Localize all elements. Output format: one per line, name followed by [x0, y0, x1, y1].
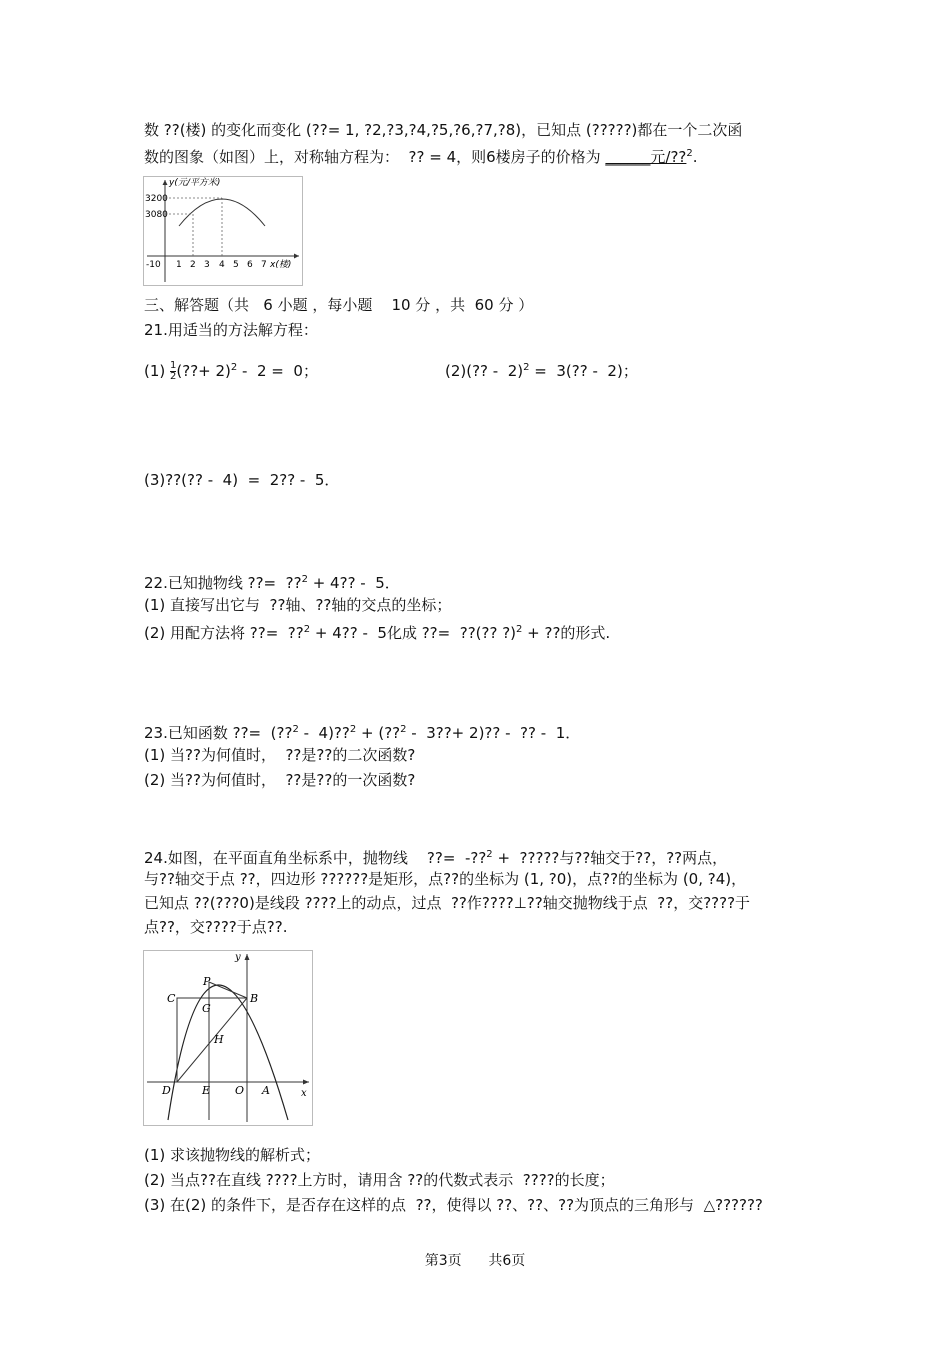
q23-title-mid2: + (?? — [356, 724, 401, 742]
q24-line3: 已知点 ??(???0)是线段 ????上的动点，过点 ??作????⊥??轴交抛物线于点 ??，交????于 — [144, 894, 751, 912]
q23-exp2: 2 — [349, 724, 357, 735]
parabola-curve — [168, 985, 288, 1120]
x-tick-5: 5 — [233, 260, 239, 270]
x-axis-label: x(楼) — [270, 260, 292, 270]
q21-part3: (3)??(?? - 4) = 2?? - 5． — [144, 471, 340, 489]
x-axis-arrow — [294, 254, 299, 259]
q24-line1 — [144, 845, 727, 868]
answer-blank: ______元/?? — [605, 148, 687, 166]
q23-title-rest: - 3??+ 2)?? - ?? - 1． — [406, 724, 581, 742]
q21-part1-rest: - 2 = 0； — [237, 362, 318, 380]
q24-line4: 点??，交????于点??. — [144, 918, 288, 936]
q23-part2: (2) 当??为何值时， ??是??的一次函数? — [144, 771, 416, 789]
q24-line2: 与??轴交于点 ??，四边形 ??????是矩形，点??的坐标为 (1, ?0)，点??的坐标为 (0, ?4)， — [144, 870, 747, 888]
x-tick-4: 4 — [219, 260, 225, 270]
q24-part1: (1) 求该抛物线的解析式； — [144, 1146, 321, 1164]
q22-title-exponent: 2 — [301, 574, 308, 585]
q22-part2-mid: + 4?? - 5化成 ??= ??(?? ?) — [310, 624, 517, 642]
y-tick-3080: 3080 — [145, 210, 168, 220]
q24-line1-rest: + ?????与??轴交于??，??两点， — [492, 849, 728, 867]
fraction-numerator: 1 — [170, 360, 177, 371]
q22-part2-text: (2) 用配方法将 ??= ?? — [144, 624, 304, 642]
label-d: D — [162, 1084, 171, 1097]
x-tick-6: 6 — [247, 260, 253, 270]
x-tick-neg1: -1 — [146, 260, 155, 270]
q21-part1-expr: (??+ 2) — [176, 362, 231, 380]
parabola-rectangle-figure — [143, 950, 313, 1126]
parabola-rectangle-figure-svg — [143, 950, 313, 1126]
q23-part1: (1) 当??为何值时， ??是??的二次函数? — [144, 746, 416, 764]
y-tick-3200: 3200 — [145, 194, 168, 204]
q22-part2-rest: + ??的形式. — [522, 624, 611, 642]
section-heading: 三、解答题（共 6 小题 ，每小题 10 分 ，共 60 分 ） — [144, 296, 534, 314]
label-g: G — [202, 1002, 211, 1015]
q22-title-rest: + 4?? - 5． — [307, 574, 400, 592]
x-tick-2: 2 — [190, 260, 196, 270]
y-axis-arrow — [163, 180, 168, 185]
price-floor-graph — [143, 176, 303, 286]
q21-part1 — [144, 358, 318, 382]
fraction-denominator: 2 — [170, 371, 177, 382]
problem20-line2 — [144, 144, 698, 167]
q23-title-text: 23.已知函数 ??= (?? — [144, 724, 293, 742]
x-tick-0: 0 — [155, 260, 161, 270]
q21-part1-exponent: 2 — [230, 362, 238, 373]
q22-part2-exponent1: 2 — [303, 624, 311, 635]
q21-title: 21.用适当的方法解方程： — [144, 321, 318, 339]
x-axis-arrow — [303, 1080, 309, 1085]
q21-part2-rest: = 3(?? - 2)； — [529, 362, 638, 380]
q22-part2 — [144, 620, 610, 643]
q24-part3: (3) 在(2) 的条件下，是否存在这样的点 ??，使得以 ??、??、??为顶点的三角形与 △?????? — [144, 1196, 763, 1214]
q22-title-text: 22.已知抛物线 ??= ?? — [144, 574, 302, 592]
x-tick-7: 7 — [261, 260, 267, 270]
q23-exp1: 2 — [292, 724, 299, 735]
q22-part2-exponent2: 2 — [516, 624, 523, 635]
problem20-line1: 数 ??(楼) 的变化而变化 (??= 1, ?2,?3,?4,?5,?6,?7,?8)，已知点 (?????)都在一个二次函 — [144, 121, 743, 139]
q24-line1-text: 24.如图，在平面直角坐标系中，抛物线 ??= -?? — [144, 849, 487, 867]
page-footer: 第3页 共6页 — [424, 1253, 526, 1269]
label-b: B — [250, 992, 259, 1005]
q24-line1-exponent: 2 — [486, 849, 493, 860]
q21-part1-prefix: (1) — [144, 362, 171, 380]
label-y: y — [235, 952, 241, 963]
label-c: C — [167, 992, 176, 1005]
problem20-line2-text: 数的图象（如图）上，对称轴方程为： ?? = 4，则6楼房子的价格为 — [144, 148, 606, 166]
q23-exp3: 2 — [400, 724, 407, 735]
q23-title — [144, 720, 580, 743]
x-tick-3: 3 — [204, 260, 210, 270]
label-e: E — [202, 1084, 211, 1097]
figure-frame — [144, 951, 313, 1126]
q21-part2-expr: (2)(?? - 2) — [445, 362, 524, 380]
label-a: A — [262, 1084, 270, 1097]
label-h: H — [214, 1033, 224, 1046]
y-axis-arrow — [245, 954, 250, 960]
x-tick-1: 1 — [176, 260, 182, 270]
segment-pb — [209, 982, 247, 998]
unit-exponent: 2 — [686, 148, 693, 159]
price-floor-graph-svg — [143, 176, 303, 286]
segment-db — [177, 998, 247, 1082]
y-axis-label: y(元/平方米) — [169, 178, 221, 188]
q23-title-mid1: - 4)?? — [298, 724, 350, 742]
label-o: O — [235, 1084, 245, 1097]
q22-part1: (1) 直接写出它与 ??轴、??轴的交点的坐标； — [144, 596, 452, 614]
q22-title — [144, 570, 400, 593]
label-x: x — [301, 1088, 307, 1099]
problem20-line2-end: . — [692, 148, 698, 166]
label-p: P — [203, 975, 211, 988]
q21-part2 — [445, 358, 638, 381]
q21-part2-exponent: 2 — [523, 362, 530, 373]
q24-part2: (2) 当点??在直线 ????上方时，请用含 ??的代数式表示 ????的长度； — [144, 1171, 615, 1189]
